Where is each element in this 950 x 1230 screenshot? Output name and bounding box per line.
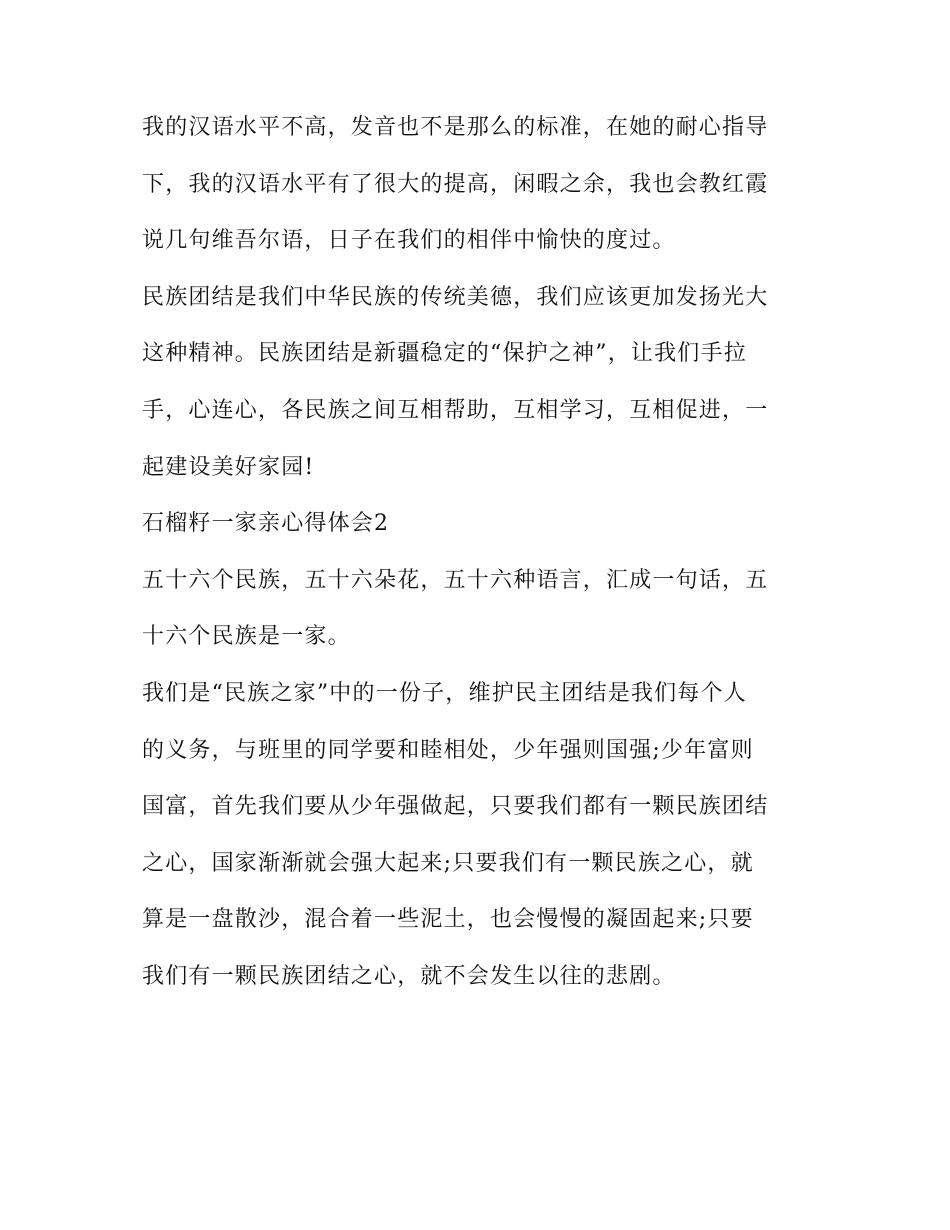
text-line: 我的汉语水平不高，发音也不是那么的标准，在她的耐心指导 (142, 115, 769, 140)
text-line: 这种精神。民族团结是新疆稳定的“保护之神”，让我们手拉 (142, 341, 747, 367)
document-page (142, 100, 814, 1006)
text-line: 起建设美好家园! (142, 454, 315, 480)
paragraph-1 (142, 100, 814, 270)
text-line: 民族团结是我们中华民族的传统美德，我们应该更加发扬光大 (142, 284, 769, 310)
text-line: 我们有一颗民族团结之心，就不会发生以往的悲剧。 (142, 963, 676, 989)
text-line: 十六个民族是一家。 (142, 624, 351, 650)
text-line: 之心，国家渐渐就会强大起来;只要我们有一颗民族之心，就 (142, 850, 754, 876)
text-line: 国富，首先我们要从少年强做起，只要我们都有一颗民族团结 (142, 794, 769, 820)
text-line: 算是一盘散沙，混合着一些泥土，也会慢慢的凝固起来;只要 (142, 907, 754, 933)
text-line: 我们是“民族之家”中的一份子，维护民主团结是我们每个人 (142, 680, 747, 706)
text-line: 手，心连心，各民族之间互相帮助，互相学习，互相促进，一 (142, 397, 769, 423)
text-line: 下，我的汉语水平有了很大的提高，闲暇之余，我也会教红霞 (142, 171, 769, 197)
paragraph-2 (142, 270, 814, 496)
section-heading (142, 496, 814, 553)
paragraph-4 (142, 666, 814, 1006)
text-line: 说几句维吾尔语，日子在我们的相伴中愉快的度过。 (142, 228, 676, 254)
text-line: 的义务，与班里的同学要和睦相处，少年强则国强;少年富则 (142, 737, 754, 763)
heading-text: 石榴籽一家亲心得体会2 (142, 511, 390, 537)
text-line: 五十六个民族，五十六朵花，五十六种语言，汇成一句话，五 (142, 567, 769, 593)
paragraph-3 (142, 553, 814, 666)
